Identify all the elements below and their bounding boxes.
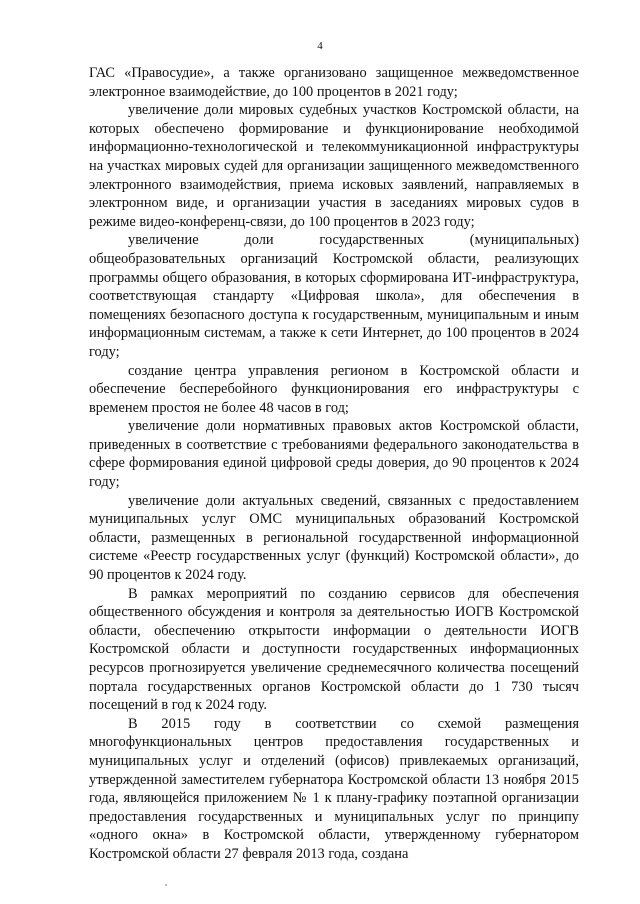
paragraph: В 2015 году в соответствии со схемой размещения многофункциональных центров предоставления государственных и муниципальных услуг и отделений (офисов) привлекаемых организаций, утвержденной заместителем губернатора Костромской области 13 ноября 2015 года, являющейся приложением № 1 к плану-графику поэтапной организации предоставления государственных и муниципальных услуг по принципу «одного окна» в Костромской области, утвержденному губернатором Костромской области 27 февраля 2013 года, создана bbox=[89, 715, 579, 862]
paragraph: увеличение доли актуальных сведений, связанных с предоставлением муниципальных услуг ОМС муниципальных образований Костромской области, размещенных в региональной государственной информационной системе «Реестр государственных услуг (функций) Костромской области», до 90 процентов к 2024 году. bbox=[89, 492, 579, 584]
paragraph: увеличение доли государственных (муниципальных) общеобразовательных организаций Костромской области, реализующих программы общего образования, в которых сформирована ИТ-инфраструктура, соответствующая стандарту «Цифровая школа», для обеспечения в помещениях безопасного доступа к государственным, муниципальным и иным информационным системам, а также к сети Интернет, до 100 процентов в 2024 году; bbox=[89, 232, 579, 360]
paragraph: ГАС «Правосудие», а также организовано защищенное межведомственное электронное взаимодействие, до 100 процентов в 2021 году; bbox=[89, 65, 579, 100]
paragraph: увеличение доли мировых судебных участков Костромской области, на которых обеспечено формирование и функционирование необходимой информационно-технологической и телекоммуникационной инфраструктуры на участках мировых судей для организации защищенного межведомственного электронного взаимодействия, приема исковых заявлений, направляемых в электронном виде, и организации участия в заседаниях мировых судов в режиме видео-конференц-связи, до 100 процентов в 2023 году; bbox=[89, 102, 579, 230]
scan-speck bbox=[165, 884, 167, 886]
body-text bbox=[89, 64, 579, 864]
paragraph: увеличение доли нормативных правовых актов Костромской области, приведенных в соответствие с требованиями федерального законодательства в сфере формирования единой цифровой среды доверия, до 90 процентов к 2024 году; bbox=[89, 418, 579, 491]
page-number: 4 bbox=[317, 40, 323, 52]
paragraph: создание центра управления регионом в Костромской области и обеспечение бесперебойного функционирования его инфраструктуры с временем простоя не более 48 часов в год; bbox=[89, 362, 579, 416]
paragraph: В рамках мероприятий по созданию сервисов для обеспечения общественного обсуждения и контроля за деятельностью ИОГВ Костромской области, обеспечению открытости информации о деятельности ИОГВ Костромской области и доступности государственных информационных ресурсов прогнозируется увеличение среднемесячного количества посещений портала государственных органов Костромской области до 1 730 тысяч посещений в год к 2024 году. bbox=[89, 585, 579, 714]
